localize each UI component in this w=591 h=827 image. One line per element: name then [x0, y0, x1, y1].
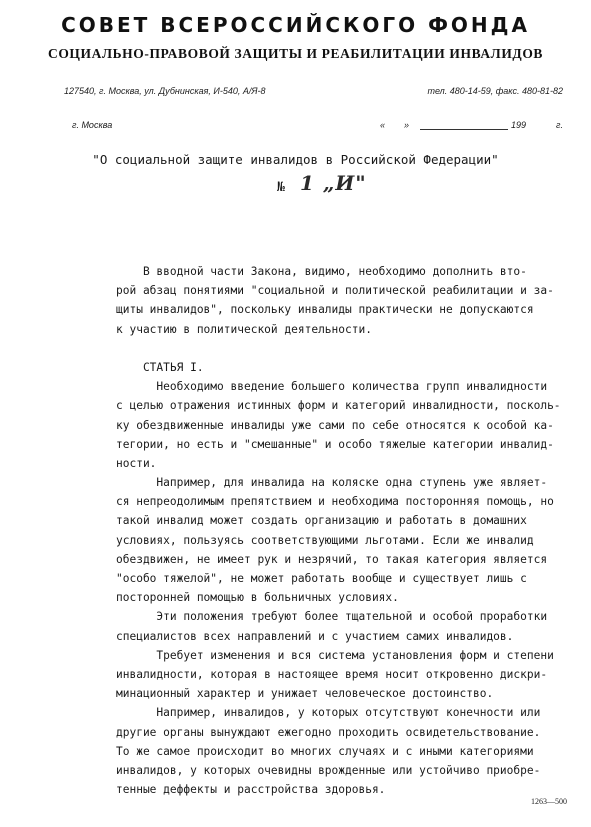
body-line: специалистов всех направлений и с участием самих инвалидов.	[116, 629, 514, 643]
body-line: То же самое происходит во многих случаях и с иными категориями	[116, 744, 534, 758]
date-quote-close: »	[404, 120, 410, 130]
body-line: "особо тяжелой", не может работать вообще и существует лишь с	[116, 572, 527, 585]
body-line: с целью отражения истинных форм и категорий инвалидности, посколь-	[116, 399, 561, 413]
body-line: такой инвалид может создать организацию и работать в домашних	[116, 514, 527, 528]
body-line: Необходимо введение большего количества групп инвалидности	[116, 380, 548, 394]
body-line: посторонней помощью в больничных условиях.	[116, 591, 399, 605]
document-title: "О социальной защите инвалидов в Российской Федерации"	[92, 152, 499, 167]
date-quote-open: «	[380, 120, 386, 130]
org-subtitle: СОЦИАЛЬНО-ПРАВОВОЙ ЗАЩИТЫ И РЕАБИЛИТАЦИИ ИНВАЛИДОВ	[47, 46, 544, 61]
year-suffix: г.	[556, 120, 563, 130]
body-line: Эти положения требуют более тщательной и особой проработки	[116, 610, 548, 624]
body-text	[116, 262, 586, 799]
org-phone: тел. 480-14-59, факс. 480-81-82	[427, 86, 563, 96]
body-line: В вводной части Закона, видимо, необходимо дополнить вто-	[116, 265, 527, 278]
body-line: обездвижен, не имеет рук и незрячий, то такая категория является	[116, 552, 548, 566]
body-line: щиты инвалидов", поскольку инвалиды практически не допускаются	[116, 303, 534, 317]
body-line: минационный характер и унижает человеческое достоинство.	[116, 687, 494, 701]
body-line: тенные деффекты и расстройства здоровья.	[116, 783, 386, 797]
body-line: рой абзац понятиями "социальной и политической реабилитации и за-	[116, 284, 554, 298]
body-line: ку обездвиженные инвалиды уже сами по себе относятся к особой ка-	[116, 418, 554, 432]
body-line: СТАТЬЯ I.	[116, 360, 204, 374]
body-line: Например, инвалидов, у которых отсутствуют конечности или	[116, 706, 541, 720]
city-label: г. Москва	[72, 120, 113, 130]
print-code: 1263—500	[531, 797, 567, 806]
body-line: инвалидов, у которых очевидны врожденные или устойчиво приобре-	[116, 763, 541, 777]
body-line: Требует изменения и вся система установления форм и степени	[116, 648, 554, 662]
org-title: СОВЕТ ВСЕРОССИЙСКОГО ФОНДА	[61, 13, 530, 37]
body-line: Например, для инвалида на коляске одна ступень уже являет-	[116, 476, 548, 490]
body-line: тегории, но есть и "смешанные" и особо тяжелые категории инвалид-	[116, 437, 554, 451]
body-line: ся непреодолимым препятствием и необходима посторонняя помощь, но	[116, 495, 554, 509]
body-line: к участию в политической деятельности.	[116, 322, 372, 336]
body-line: другие органы вынуждают ежегодно проходить освидетельствование.	[116, 725, 541, 739]
number-label: №	[277, 180, 285, 195]
handwritten-number: 1 „И"	[300, 171, 367, 195]
body-line	[116, 339, 586, 358]
body-line: ности.	[116, 456, 157, 470]
body-line: инвалидности, которая в настоящее время носит откровенно дискри-	[116, 667, 548, 681]
year-prefix: 199	[511, 120, 527, 130]
date-blank-line	[420, 129, 508, 130]
org-address: 127540, г. Москва, ул. Дубнинская, И-540, А/Я-8	[64, 86, 266, 96]
body-line: условиях, пользуясь соответствующими льготами. Если же инвалид	[116, 533, 534, 547]
